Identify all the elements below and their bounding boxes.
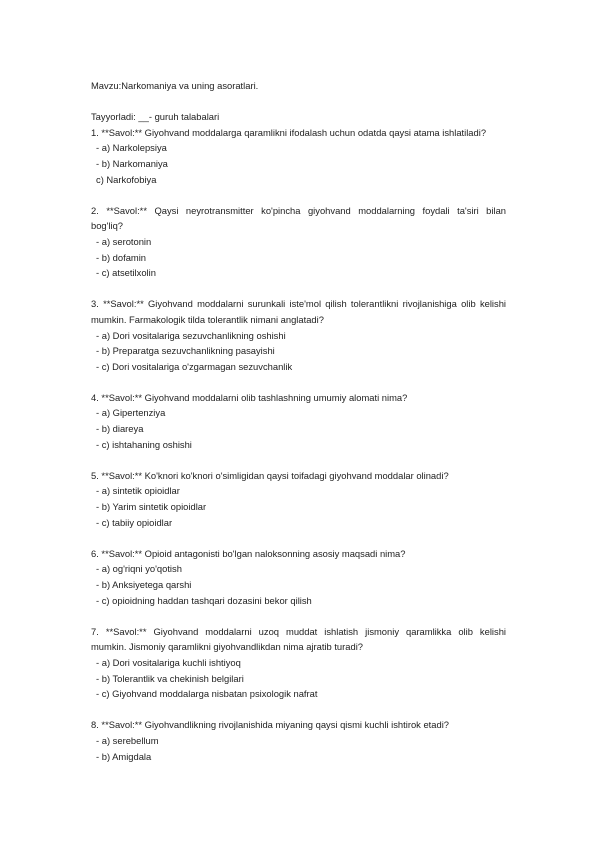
question-6 [91, 546, 506, 608]
option-b: - b) Narkomaniya [96, 157, 168, 169]
question-8 [91, 717, 506, 764]
spacer [91, 452, 506, 468]
question-text: 2. **Savol:** Qaysi neyrotransmitter ko'pincha giyohvand moddalarning foydali ta'siri bilan [91, 204, 506, 216]
question-text: 3. **Savol:** Giyohvand moddalarni surunkali iste'mol qilish tolerantlikni rivojlanishiga olib kelishi [91, 298, 506, 310]
option-a: - a) Dori vositalariga kuchli ishtiyoq [96, 656, 241, 668]
option-b: - b) Tolerantlik va chekinish belgilari [96, 672, 244, 684]
option-c: - c) tabiiy opioidlar [96, 516, 173, 528]
question-text: 6. **Savol:** Opioid antagonisti bo'lgan naloksonning asosiy maqsadi nima? [91, 547, 406, 559]
question-text: 1. **Savol:** Giyohvand moddalarga qaramlikni ifodalash uchun odatda qaysi atama ishlatiladi? [91, 126, 487, 138]
option-c: - c) atsetilxolin [96, 267, 156, 279]
question-text: 7. **Savol:** Giyohvand moddalarni uzoq muddat ishlatish jismoniy qaramlikka olib kelishi [91, 625, 506, 637]
option-b: - b) Anksiyetega qarshi [96, 579, 192, 590]
question-1 [91, 125, 506, 187]
question-text-continued: mumkin. Farmakologik tilda tolerantlik nimani anglatadi? [91, 313, 324, 325]
option-c: - c) opioidning haddan tashqari dozasini bekor qilish [96, 594, 312, 606]
spacer [91, 702, 506, 718]
option-a: - a) Dori vositalariga sezuvchanlikning oshishi [96, 329, 286, 341]
option-a: - a) sintetik opioidlar [96, 485, 180, 497]
option-c: - c) ishtahaning oshishi [96, 438, 192, 450]
question-7 [91, 624, 506, 702]
question-3 [91, 296, 506, 374]
question-4 [91, 390, 506, 452]
option-b: - b) diareya [96, 423, 144, 435]
spacer [91, 281, 506, 297]
option-a: - a) og'riqni yo'qotish [96, 563, 182, 575]
question-text: 5. **Savol:** Ko'knori ko'knori o'simligidan qaysi toifadagi giyohvand moddalar olinadi? [91, 469, 449, 481]
option-c: c) Narkofobiya [96, 173, 157, 185]
spacer [91, 608, 506, 624]
question-2 [91, 203, 506, 281]
question-text-continued: bog'liq? [91, 220, 124, 232]
spacer [91, 187, 506, 203]
option-c: - c) Giyohvand moddalarga nisbatan psixologik nafrat [96, 688, 318, 700]
option-b: - b) Yarim sintetik opioidlar [96, 501, 207, 513]
option-a: - a) Gipertenziya [96, 407, 166, 419]
question-text-continued: mumkin. Jismoniy qaramlikni giyohvandlikdan nima ajratib turadi? [91, 641, 363, 653]
spacer [91, 530, 506, 546]
spacer [91, 374, 506, 390]
question-text: 4. **Savol:** Giyohvand moddalarni olib tashlashning umumiy alomati nima? [91, 391, 408, 403]
option-b: - b) Preparatga sezuvchanlikning pasayishi [96, 345, 275, 357]
spacer [91, 94, 506, 110]
option-a: - a) serotonin [96, 235, 152, 247]
topic-line: Mavzu:Narkomaniya va uning asoratlari. [91, 80, 259, 91]
option-c: - c) Dori vositalariga o'zgarmagan sezuvchanlik [96, 360, 293, 372]
option-b: - b) Amigdala [96, 750, 152, 762]
document-body [91, 78, 506, 764]
question-5 [91, 468, 506, 530]
option-b: - b) dofamin [96, 251, 147, 263]
option-a: - a) Narkolepsiya [96, 142, 167, 154]
option-a: - a) serebellum [96, 734, 159, 746]
prepared-by-line: Tayyorladi: __- guruh talabalari [91, 111, 220, 123]
question-text: 8. **Savol:** Giyohvandlikning rivojlanishida miyaning qaysi qismi kuchli ishtirok etadi? [91, 719, 449, 731]
